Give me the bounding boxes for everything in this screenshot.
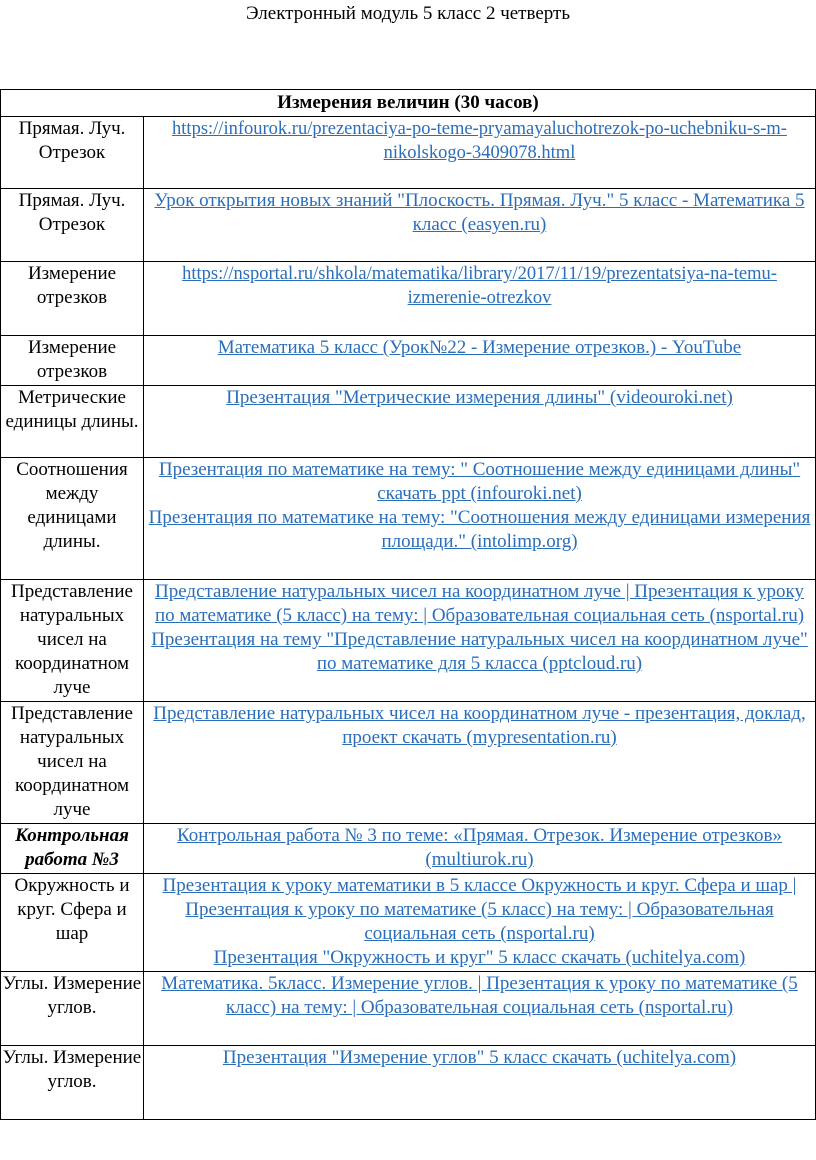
topic-cell: Прямая. Луч. Отрезок xyxy=(1,189,144,262)
table-header-row xyxy=(1,90,816,117)
table-row xyxy=(1,336,816,386)
table-row xyxy=(1,386,816,458)
resource-link[interactable]: Представление натуральных чисел на координатном луче | Презентация к уроку по математике (5 класс) на тему: | Образовательная социальная сеть (nsportal.ru) xyxy=(154,581,805,626)
links-cell xyxy=(144,874,816,972)
resource-link[interactable]: Презентация на тему "Представление натуральных чисел на координатном луче" по математике для 5 класса (pptcloud.ru) xyxy=(151,629,808,674)
section-header: Измерения величин (30 часов) xyxy=(1,90,816,117)
table-row xyxy=(1,262,816,336)
topic-cell: Представление натуральных чисел на координатном луче xyxy=(1,580,144,702)
links-cell xyxy=(144,458,816,580)
resource-link[interactable]: Презентация по математике на тему: " Соотношение между единицами длины" скачать ppt (infouroki.net) xyxy=(158,459,801,504)
links-cell xyxy=(144,117,816,189)
links-cell xyxy=(144,336,816,386)
links-cell xyxy=(144,824,816,874)
resource-link[interactable]: Презентация "Измерение углов" 5 класс скачать (uchitelya.com) xyxy=(222,1047,737,1068)
table-row xyxy=(1,580,816,702)
table-row xyxy=(1,1046,816,1120)
table-row xyxy=(1,117,816,189)
topic-cell: Измерение отрезков xyxy=(1,262,144,336)
links-cell xyxy=(144,580,816,702)
resource-link[interactable]: https://infourok.ru/prezentaciya-po-teme-pryamayaluchotrezok-po-uchebniku-s-m-nikolskogo-3409078.html xyxy=(172,119,787,163)
resource-link[interactable]: Математика. 5класс. Измерение углов. | Презентация к уроку по математике (5 класс) на тему: | Образовательная социальная сеть (nsportal.ru) xyxy=(161,973,798,1018)
table-row xyxy=(1,972,816,1046)
resource-link[interactable]: Представление натуральных чисел на координатном луче - презентация, доклад, проект скачать (mypresentation.ru) xyxy=(153,703,806,748)
resource-link[interactable]: Презентация к уроку математики в 5 классе Окружность и круг. Сфера и шар | Презентация к уроку по математике (5 класс) на тему: | Образовательная социальная сеть (nsportal.ru) xyxy=(162,875,797,944)
resource-link[interactable]: Урок открытия новых знаний "Плоскость. Прямая. Луч." 5 класс - Математика 5 класс (easyen.ru) xyxy=(154,190,805,235)
topic-cell: Соотношения между единицами длины. xyxy=(1,458,144,580)
table-row xyxy=(1,189,816,262)
topic-cell: Измерение отрезков xyxy=(1,336,144,386)
links-cell xyxy=(144,386,816,458)
topic-cell: Углы. Измерение углов. xyxy=(1,1046,144,1120)
links-cell xyxy=(144,702,816,824)
table-row xyxy=(1,702,816,824)
links-cell xyxy=(144,189,816,262)
resource-link[interactable]: Контрольная работа № 3 по теме: «Прямая. Отрезок. Измерение отрезков» (multiurok.ru) xyxy=(177,825,782,870)
table-row xyxy=(1,874,816,972)
links-cell xyxy=(144,1046,816,1120)
links-cell xyxy=(144,262,816,336)
links-cell xyxy=(144,972,816,1046)
topic-cell: Прямая. Луч. Отрезок xyxy=(1,117,144,189)
topic-cell: Метрические единицы длины. xyxy=(1,386,144,458)
resource-link[interactable]: Математика 5 класс (Урок№22 - Измерение отрезков.) - YouTube xyxy=(217,337,742,358)
topic-cell: Углы. Измерение углов. xyxy=(1,972,144,1046)
document-title: Электронный модуль 5 класс 2 четверть xyxy=(245,3,570,24)
topic-cell: Окружность и круг. Сфера и шар xyxy=(1,874,144,972)
lesson-table xyxy=(0,89,816,1120)
resource-link[interactable]: https://nsportal.ru/shkola/matematika/library/2017/11/19/prezentatsiya-na-temu-izmerenie-otrezkov xyxy=(182,264,777,308)
resource-link[interactable]: Презентация по математике на тему: "Соотношения между единицами измерения площади." (intolimp.org) xyxy=(148,507,811,552)
table-row xyxy=(1,824,816,874)
resource-link[interactable]: Презентация "Окружность и круг" 5 класс скачать (uchitelya.com) xyxy=(213,947,746,968)
table-row xyxy=(1,458,816,580)
resource-link[interactable]: Презентация "Метрические измерения длины" (videouroki.net) xyxy=(226,387,733,408)
topic-cell: Представление натуральных чисел на координатном луче xyxy=(1,702,144,824)
topic-cell: Контрольная работа №3 xyxy=(1,824,144,874)
